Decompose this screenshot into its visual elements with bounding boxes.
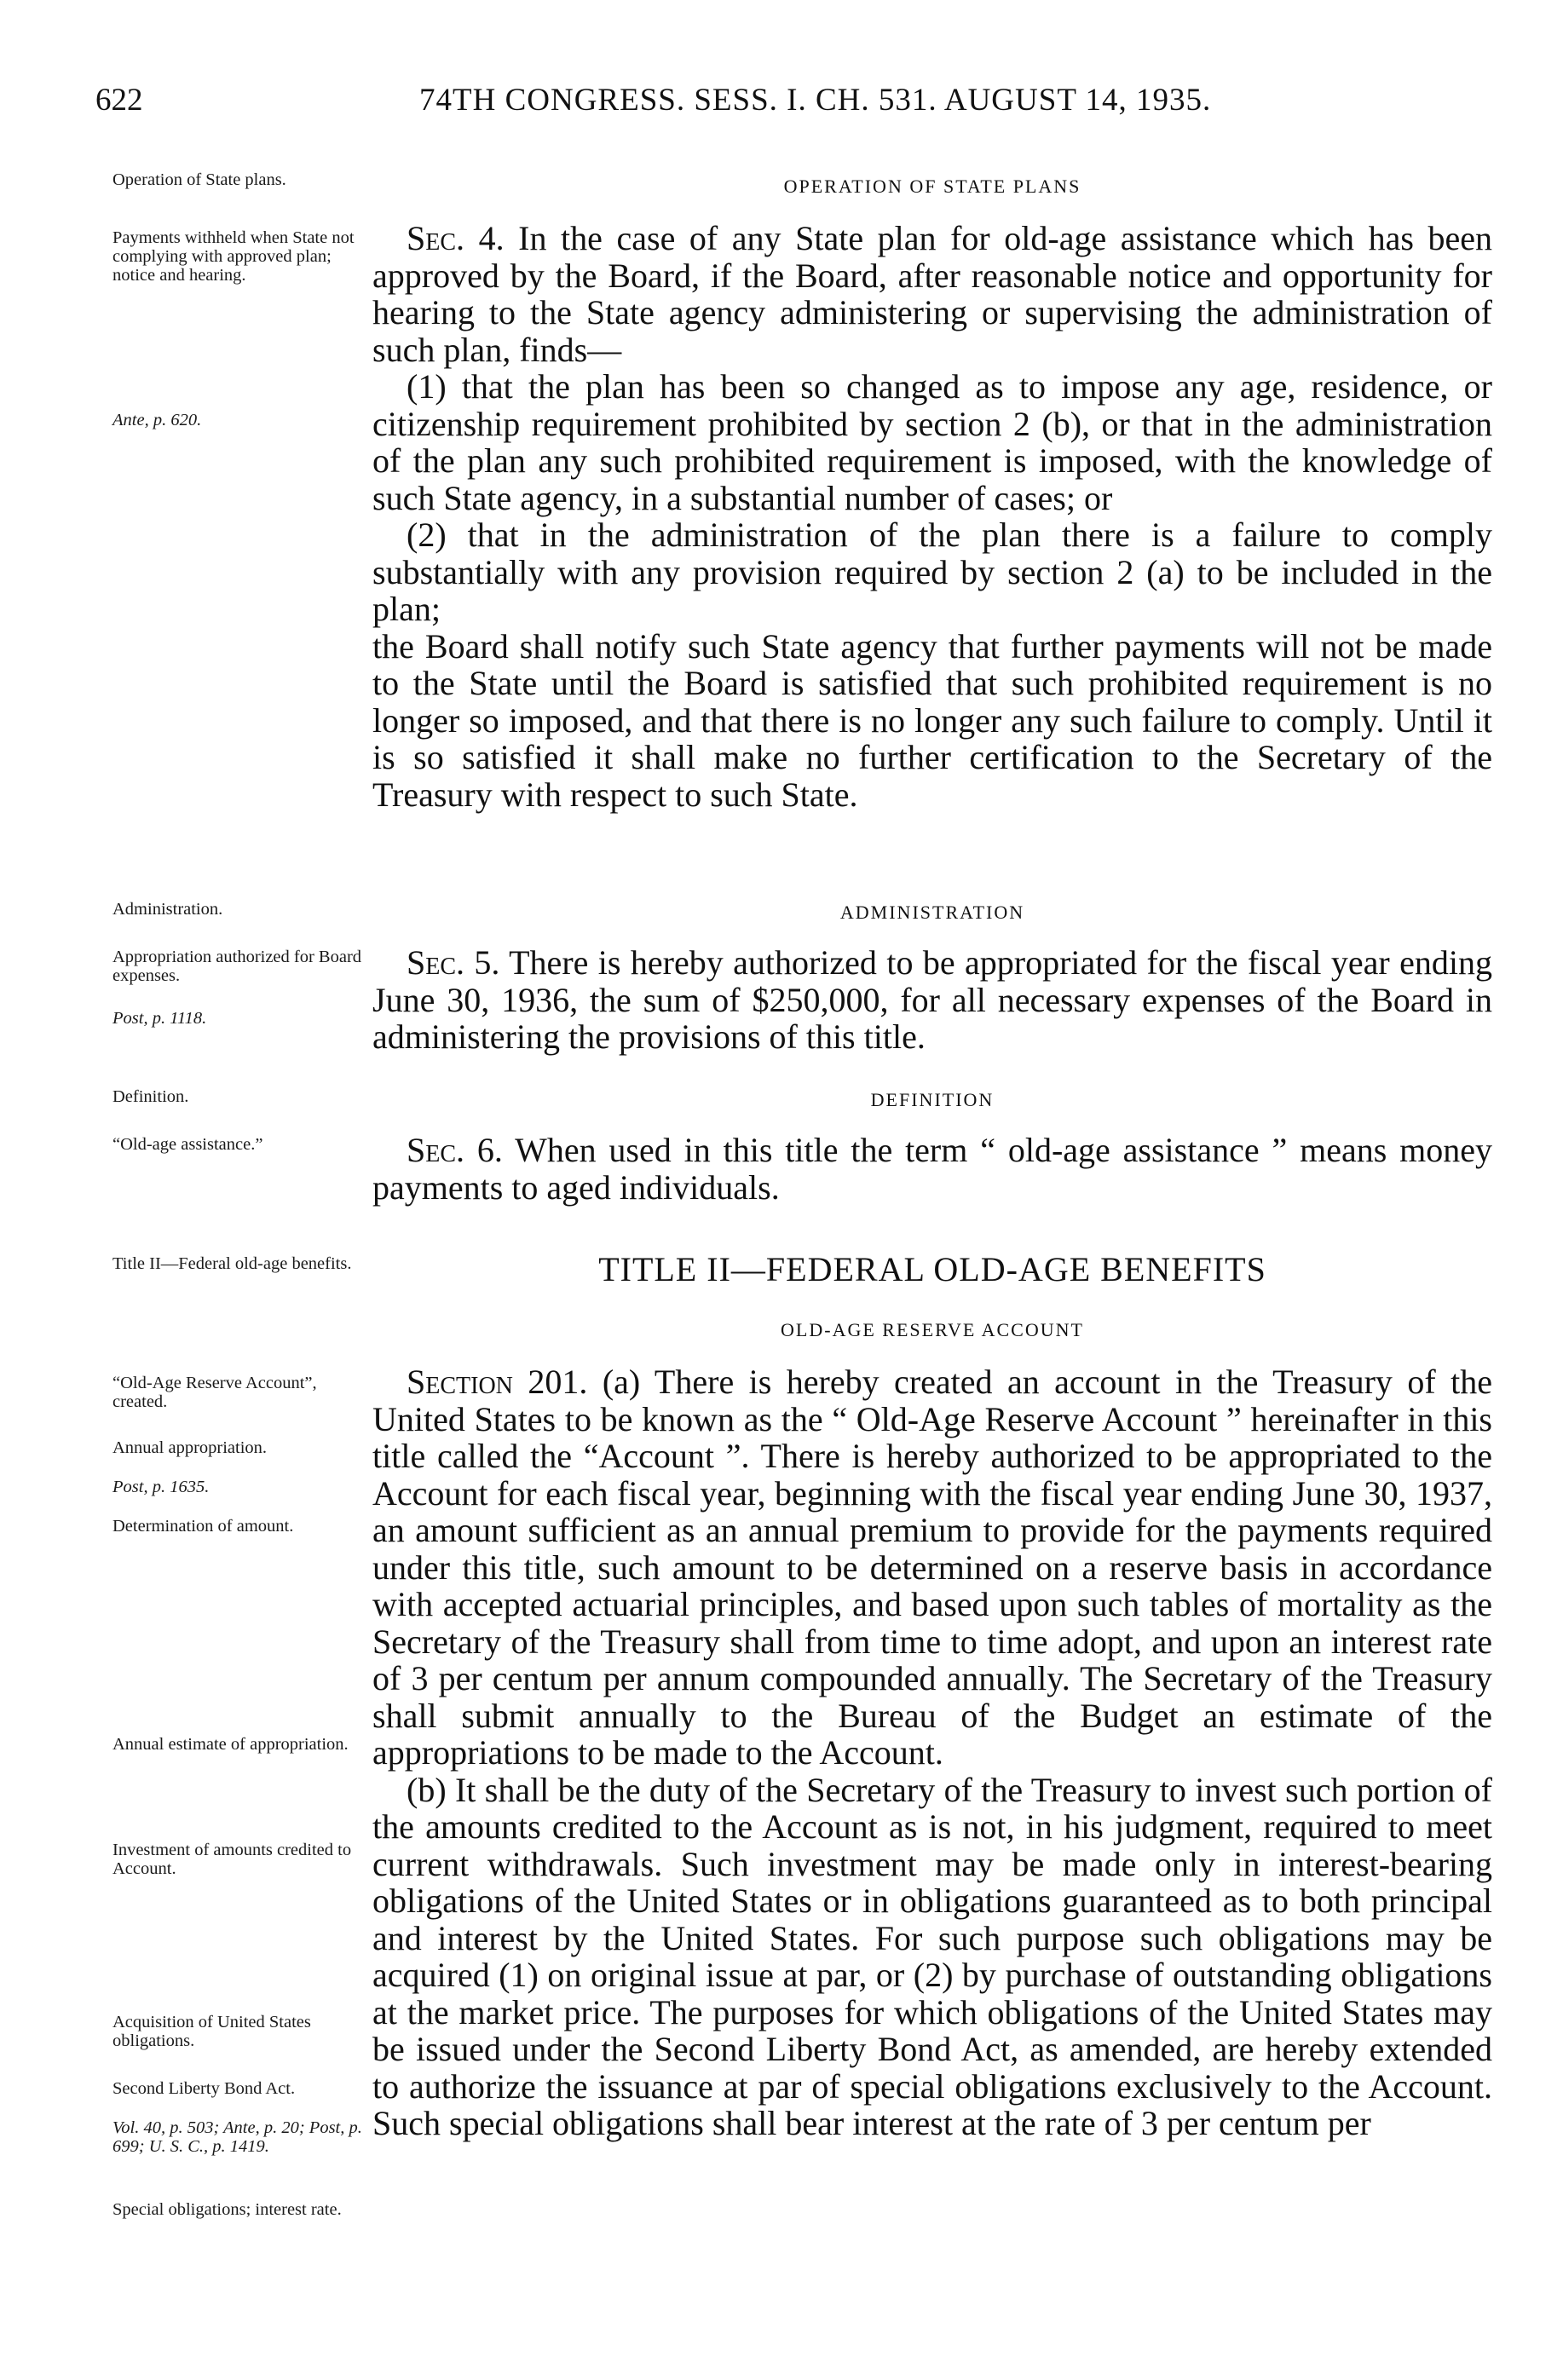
section-5-text: Sec. 5. There is hereby authorized to be appropriated for the fiscal year ending June 30, 1936, the sum of $250,000, for all necessary expenses of the Board in administering the provisions of this title. [372,943,1492,1056]
margin-note-annual-appropriation: Annual appropriation. [112,1438,268,1457]
margin-note-old-age-assistance: “Old-age assistance.” [112,1135,263,1154]
margin-note-payments-withheld: Payments withheld when State not complying with approved plan; notice and hearing. [112,228,355,285]
section-201-label: Section 201. [407,1363,588,1401]
heading-definition: DEFINITION [870,1089,995,1110]
margin-note-operation: Operation of State plans. [112,170,286,189]
section-6-text: Sec. 6. When used in this title the term “ old-age assistance ” means money payments to aged individuals. [372,1131,1493,1207]
title-ii-heading: TITLE II—FEDERAL OLD-AGE BENEFITS [598,1250,1266,1288]
margin-note-administration: Administration. [112,900,223,919]
margin-note-post-1118: Post, p. 1118. [112,1009,207,1028]
section-4-intro: Sec. 4. In the case of any State plan for old-age assistance which has been approved by the Board, if the Board, after reasonable notice and opportunity for hearing to the State agency administering or supervising the administration of such plan, finds— [372,219,1493,369]
heading-operation-of-state-plans: OPERATION OF STATE PLANS [783,176,1081,197]
margin-note-determination: Determination of amount. [112,1517,294,1536]
section-4 [372,220,1492,813]
margin-note-vol-40: Vol. 40, p. 503; Ante, p. 20; Post, p. 699; U. S. C., p. 1419. [112,2118,362,2156]
section-4-clause-2: (2) that in the administration of the plan there is a failure to comply substantially with any provision required by section 2 (a) to be included in the plan; [372,516,1492,628]
running-header [95,82,1468,133]
margin-note-reserve-account: “Old-Age Reserve Account”, created. [112,1374,317,1411]
heading-old-age-reserve-account: OLD-AGE RESERVE ACCOUNT [781,1319,1084,1340]
margin-note-second-liberty: Second Liberty Bond Act. [112,2079,296,2098]
margin-note-post-1635: Post, p. 1635. [112,1478,210,1496]
section-6-label: Sec. 6. [407,1131,503,1169]
margin-note-definition: Definition. [112,1087,189,1106]
margin-note-investment: Investment of amounts credited to Account. [112,1841,352,1878]
margin-note-acquisition: Acquisition of United States obligations. [112,2013,311,2050]
section-201 [372,1363,1492,2142]
section-201-a: Section 201. (a) There is hereby created an account in the Treasury of the United States to be known as the “ Old-Age Reserve Account ” hereinafter in this title called the “Account ”. There is hereby authorized to be appropriated to the Account for each fiscal year, beginning with the fiscal year ending June 30, 1937, an amount sufficient as an annual premium to provide for the payments required under this title, such amount to be determined on a reserve basis in accordance with accepted actuarial principles, and based upon such tables of mortality as the Secretary of the Treasury shall from time to time adopt, and upon an interest rate of 3 per centum per annum compounded annually. The Secretary of the Treasury shall submit annually to the Bureau of the Budget an estimate of the appropriations to be made to the Account. [372,1363,1492,1772]
section-201-b: (b) It shall be the duty of the Secretary of the Treasury to invest such portion of the amounts credited to the Account as is not, in his judgment, required to meet current withdrawals. Such investment may be made only in interest-bearing obligations of the United States or in obligations guaranteed as to both principal and interest by the United States. For such purpose such obligations may be acquired (1) on original issue at par, or (2) by purchase of outstanding obligations at the market price. The purposes for which obligations of the United States may be issued under the Second Liberty Bond Act, as amended, are hereby extended to authorize the issuance at par of special obligations exclusively to the Account. Such special obligations shall bear interest at the rate of 3 per centum per [372,1770,1492,2142]
section-4-conclusion: the Board shall notify such State agency that further payments will not be made to the State until the Board is satisfied that such prohibited requirement is no longer so imposed, and that there is no longer any such failure to comply. Until it is so satisfied it shall make no further certification to the Secretary of the Treasury with respect to such State. [372,626,1492,814]
margin-note-title-ii: Title II—Federal old-age benefits. [112,1254,352,1273]
section-6 [372,1132,1492,1206]
margin-note-ante-620: Ante, p. 620. [112,411,202,429]
margin-note-special-obligations: Special obligations; interest rate. [112,2200,342,2219]
section-5-label: Sec. 5. [407,943,500,982]
section-5 [372,944,1492,1056]
heading-administration: ADMINISTRATION [839,902,1025,923]
running-head: 74TH CONGRESS. SESS. I. CH. 531. AUGUST 14, 1935. [419,83,1212,118]
page-number: 622 [95,83,143,118]
section-4-label: Sec. 4. [407,219,505,257]
margin-note-appropriation: Appropriation authorized for Board expenses. [112,948,362,985]
margin-note-annual-estimate: Annual estimate of appropriation. [112,1735,349,1754]
section-4-clause-1: (1) that the plan has been so changed as to impose any age, residence, or citizenship requirement prohibited by section 2 (b), or that in the administration of the plan any such prohibited requirement is imposed, with the knowledge of such State agency, in a substantial number of cases; or [372,367,1492,517]
